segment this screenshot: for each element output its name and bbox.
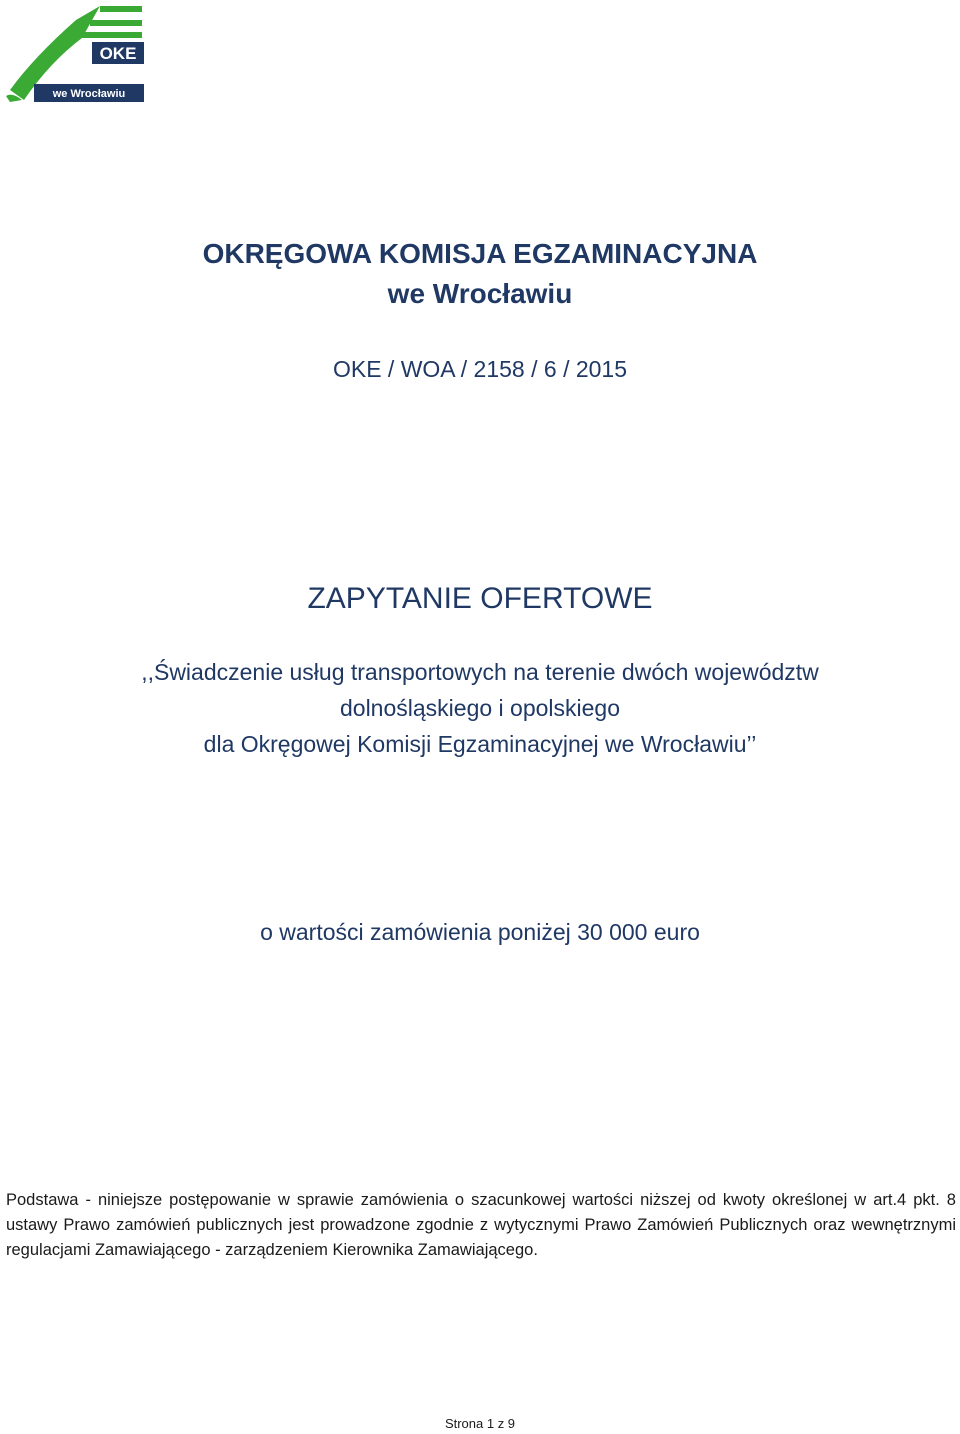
legal-basis-paragraph: Podstawa - niniejsze postępowanie w sprawie zamówienia o szacunkowej wartości niższej od kwoty określonej w art.4 pkt. 8 ustawy Prawo zamówień publicznych jest prowadzone zgodnie z wytycznymi Prawo Zamówień Publicznych oraz wewnętrznymi regulacjami Zamawiającego - zarządzeniem Kierownika Zamawiającego. (6, 1191, 956, 1259)
reference-number: OKE / WOA / 2158 / 6 / 2015 (332, 356, 628, 382)
order-value: o wartości zamówienia poniżej 30 000 euro (260, 919, 700, 945)
organization-line-2: we Wrocławiu (387, 278, 573, 309)
logo-stripe (90, 20, 142, 26)
subject-block (0, 654, 960, 762)
logo-stripe (82, 32, 142, 38)
oke-logo (4, 2, 146, 104)
document-title: ZAPYTANIE OFERTOWE (307, 582, 653, 615)
organization-name (0, 234, 960, 314)
subject-line-2: dolnośląskiego i opolskiego (339, 695, 621, 721)
organization-line-1: OKRĘGOWA KOMISJA EGZAMINACYJNA (202, 238, 758, 269)
logo-oke-text: OKE (99, 44, 137, 63)
subject-line-1: ,,Świadczenie usług transportowych na terenie dwóch województw (141, 659, 819, 685)
subject-line-3: dla Okręgowej Komisji Egzaminacyjnej we Wrocławiu’’ (203, 731, 757, 757)
logo-city-text: we Wrocławiu (52, 88, 126, 100)
oke-logo-graphic (4, 2, 146, 104)
page-number: Strona 1 z 9 (444, 1416, 516, 1431)
logo-stripe (100, 6, 142, 12)
